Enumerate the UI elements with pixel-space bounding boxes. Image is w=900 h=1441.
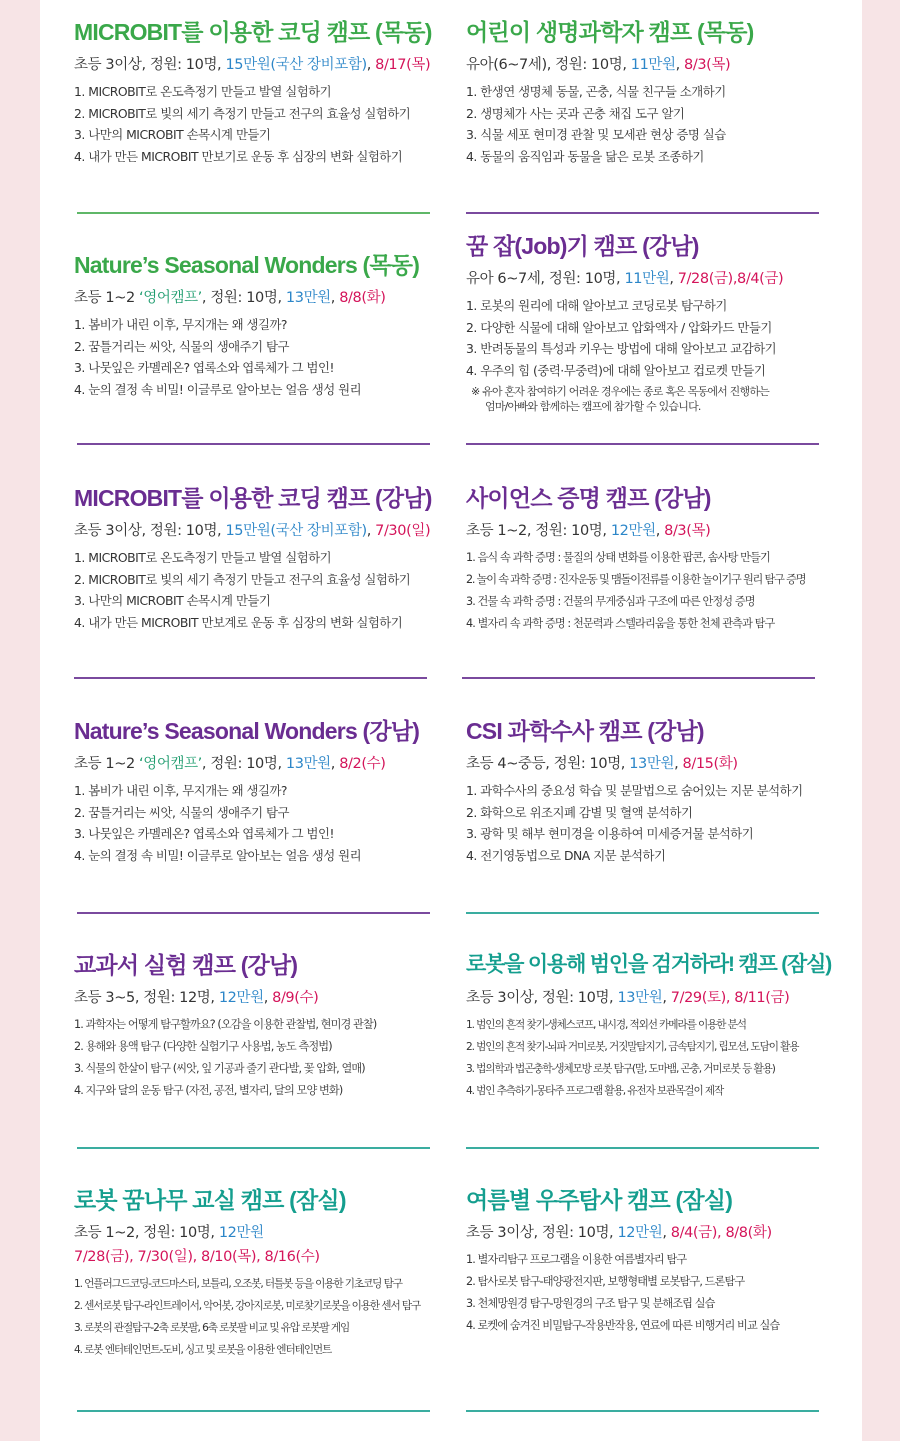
curriculum-item: 2. 범인의 흔적 찾기-뇌파 거미로봇, 거짓말탐지기, 금속탐지기, 립모션, 도담이 활용: [466, 1041, 799, 1053]
section-divider: [77, 443, 430, 445]
camp-title: 어린이 생명과학자 캠프 (목동): [466, 19, 754, 45]
english-camp-tag: ‘영어캠프’: [139, 290, 202, 306]
camp-sep: ,: [675, 57, 685, 73]
camp-info: [74, 988, 444, 1008]
camp-date: 8/4(금), 8/8(화): [670, 1225, 772, 1241]
section-divider: [466, 443, 819, 445]
section-divider: [466, 912, 819, 914]
curriculum-item: 3. 천체망원경 탐구-망원경의 구조 탐구 및 분해조립 실습: [466, 1297, 715, 1310]
camp-info: [466, 269, 836, 289]
curriculum-item: 4. 눈의 결정 속 비밀! 이글루로 알아보는 얼음 생성 원리: [74, 847, 362, 863]
curriculum-item: 2. 화학으로 위조지폐 감별 및 혈액 분석하기: [466, 804, 693, 820]
camp-date: 8/17(목): [375, 57, 431, 73]
camp-price: 13만원: [285, 290, 331, 306]
camp-date: 8/15(화): [682, 756, 738, 772]
camp-price: 13만원: [629, 756, 675, 772]
camp-card-nature-gangnam: [74, 717, 444, 866]
camp-capacity: 초등 4~중등, 정원: 10명,: [466, 756, 630, 772]
camp-card-microbit-gangnam: [74, 484, 444, 633]
camp-curriculum: [466, 1014, 836, 1102]
camp-card-csi-gangnam: [466, 717, 836, 866]
curriculum-item: 1. MICROBIT로 온도측정기 만들고 발열 실험하기: [74, 550, 332, 565]
section-divider: [466, 212, 819, 214]
camp-price: 13만원: [285, 756, 331, 772]
curriculum-item: 2. 꿈틀거리는 씨앗, 식물의 생애주기 탐구: [74, 804, 289, 820]
camp-capacity: 유아(6~7세), 정원: 10명,: [466, 57, 631, 73]
curriculum-item: 4. 내가 만든 MICROBIT 만보계로 운동 후 심장의 변화 실험하기: [74, 614, 403, 630]
camp-curriculum: [466, 547, 836, 635]
curriculum-item: 3. 나뭇잎은 카멜레온? 엽록소와 엽록체가 그 범인!: [74, 360, 334, 375]
section-divider: [462, 677, 815, 679]
camp-sep: ,: [330, 290, 340, 306]
curriculum-item: 3. 법의학과 법곤충학-생체모방 로봇 탐구(말, 도마뱀, 곤충, 거미로봇 등 활용): [466, 1063, 775, 1075]
camp-price: 13만원: [617, 990, 663, 1006]
camp-price: 15만원(국산 장비포함): [225, 523, 367, 539]
camp-price: 12만원: [218, 1225, 264, 1241]
curriculum-item: 1. 범인의 흔적 찾기-생체스코프, 내시경, 적외선 카메라를 이용한 분석: [466, 1019, 746, 1031]
camp-date: 8/2(수): [339, 756, 386, 772]
section-divider: [77, 1410, 430, 1412]
camp-price: 12만원: [617, 1225, 663, 1241]
section-divider: [77, 212, 430, 214]
section-divider: [77, 912, 430, 914]
camp-title: 교과서 실험 캠프 (강남): [74, 952, 298, 978]
camp-level: 초등 1~2: [74, 756, 140, 772]
curriculum-item: 2. 꿈틀거리는 씨앗, 식물의 생애주기 탐구: [74, 338, 289, 354]
camp-card-summer-space-jamsil: [466, 1186, 836, 1337]
camp-info: [74, 55, 444, 75]
curriculum-item: 4. 전기영동법으로 DNA 지문 분석하기: [466, 847, 666, 863]
curriculum-item: 1. 봄비가 내린 이후, 무지개는 왜 생길까?: [74, 783, 288, 798]
camp-date: 8/3(목): [684, 57, 731, 73]
camp-dates: [74, 1247, 444, 1267]
camp-title: MICROBIT를 이용한 코딩 캠프 (강남): [74, 485, 432, 511]
camp-title: 여름별 우주탐사 캠프 (잠실): [466, 1187, 733, 1213]
camp-price: 11만원: [624, 271, 670, 287]
english-camp-tag: ‘영어캠프’: [139, 756, 202, 772]
camp-sep: ,: [674, 756, 683, 772]
camp-date: 8/8(화): [339, 290, 386, 306]
camp-title: Nature’s Seasonal Wonders (목동): [74, 252, 420, 278]
section-divider: [77, 1147, 430, 1149]
camp-capacity: , 정원: 10명,: [201, 756, 286, 772]
camp-level: 초등 1~2: [74, 290, 140, 306]
camp-title: 로봇 꿈나무 교실 캠프 (잠실): [74, 1187, 346, 1213]
curriculum-item: 3. 건물 속 과학 증명 : 건물의 무게중심과 구조에 따른 안정성 증명: [466, 595, 755, 608]
camp-sep: ,: [330, 756, 340, 772]
section-divider: [466, 1147, 819, 1149]
camp-sep: ,: [263, 990, 273, 1006]
camp-price: 12만원: [610, 523, 656, 539]
section-divider: [466, 1410, 819, 1412]
camp-info: [74, 1223, 444, 1243]
camp-curriculum: [466, 780, 836, 866]
curriculum-item: 1. 언플러그드코딩-코드마스터, 보틀리, 오조봇, 터틀봇 등을 이용한 기초코딩 탐구: [74, 1278, 402, 1290]
camp-card-robot-criminal-jamsil: [466, 951, 836, 1102]
camp-date: 7/30(일): [375, 523, 431, 539]
camp-curriculum: [74, 1014, 444, 1102]
curriculum-item: 4. 로봇 엔터테인먼트-도비, 싱고 및 로봇을 이용한 엔터테인먼트: [74, 1344, 332, 1356]
camp-capacity: 초등 1~2, 정원: 10명,: [74, 1225, 219, 1241]
curriculum-item: 1. 과학수사의 중요성 학습 및 분말법으로 숨어있는 지문 분석하기: [466, 783, 803, 798]
camp-curriculum: [466, 295, 836, 381]
curriculum-item: 3. 나뭇잎은 카멜레온? 엽록소와 엽록체가 그 범인!: [74, 826, 334, 841]
camp-card-microbit-mokdong: [74, 18, 444, 167]
curriculum-item: 3. 식물의 한살이 탐구 (씨앗, 잎 기공과 줄기 관다발, 꽃 압화, 열매): [74, 1062, 365, 1075]
camp-card-dream-job-gangnam: [466, 232, 836, 414]
curriculum-item: 2. 센서로봇 탐구-라인트레이서, 악어봇, 강아지로봇, 미로찾기로봇을 이용한 센서 탐구: [74, 1300, 421, 1312]
camp-capacity: 초등 3이상, 정원: 10명,: [466, 990, 618, 1006]
camp-title: MICROBIT를 이용한 코딩 캠프 (목동): [74, 19, 432, 45]
curriculum-item: 2. MICROBIT로 빛의 세기 측정기 만들고 전구의 효율성 실험하기: [74, 571, 411, 587]
camp-capacity: 초등 3이상, 정원: 10명,: [74, 523, 226, 539]
curriculum-item: 1. 과학자는 어떻게 탐구할까요? (오감을 이용한 관찰법, 현미경 관찰): [74, 1018, 377, 1031]
camp-sep: ,: [366, 57, 376, 73]
camp-price: 11만원: [630, 57, 676, 73]
curriculum-item: 3. 광학 및 해부 현미경을 이용하여 미세증거물 분석하기: [466, 826, 754, 841]
camp-date: 8/9(수): [272, 990, 319, 1006]
camp-card-nature-mokdong: [74, 251, 444, 400]
camp-title: Nature’s Seasonal Wonders (강남): [74, 718, 420, 744]
note-line: 엄마/아빠와 함께하는 캠프에 참가할 수 있습니다.: [485, 400, 701, 413]
section-divider: [74, 677, 427, 679]
camp-curriculum: [74, 314, 444, 400]
camp-card-science-proof-gangnam: [466, 484, 836, 635]
camp-info: [74, 754, 444, 774]
camp-card-life-science-mokdong: [466, 18, 836, 167]
curriculum-item: 2. MICROBIT로 빛의 세기 측정기 만들고 전구의 효율성 실험하기: [74, 105, 411, 121]
camp-curriculum: [466, 81, 836, 167]
camp-sep: ,: [655, 523, 665, 539]
camp-date: 7/29(토), 8/11(금): [670, 990, 790, 1006]
curriculum-item: 2. 놀이 속 과학 증명 : 진자운동 및 맴돌이전류를 이용한 놀이기구 원리 탐구 증명: [466, 573, 806, 586]
curriculum-item: 2. 용해와 용액 탐구 (다양한 실험기구 사용법, 농도 측정법): [74, 1040, 332, 1053]
curriculum-item: 3. 로봇의 관절탐구-2축 로봇팔, 6축 로봇팔 비교 및 유압 로봇팔 게임: [74, 1322, 350, 1334]
camp-curriculum: [74, 547, 444, 633]
curriculum-item: 4. 동물의 움직임과 동물을 닮은 로봇 조종하기: [466, 148, 704, 164]
camp-date: 7/28(금),8/4(금): [677, 271, 784, 287]
camp-capacity: 유아 6~7세, 정원: 10명,: [466, 271, 625, 287]
camp-info: [74, 521, 444, 541]
curriculum-item: 2. 탐사로봇 탐구-태양광전지판, 보행형태별 로봇탐구, 드론탐구: [466, 1275, 745, 1288]
camp-info: [466, 521, 836, 541]
curriculum-item: 1. 한생연 생명체 동물, 곤충, 식물 친구들 소개하기: [466, 84, 726, 99]
camp-curriculum: [74, 780, 444, 866]
camp-card-textbook-gangnam: [74, 951, 444, 1102]
curriculum-item: 4. 지구와 달의 운동 탐구 (자전, 공전, 별자리, 달의 모양 변화): [74, 1084, 343, 1097]
curriculum-item: 1. 음식 속 과학 증명 : 물질의 상태 변화를 이용한 팝콘, 솜사탕 만들기: [466, 551, 770, 564]
curriculum-item: 3. 나만의 MICROBIT 손목시계 만들기: [74, 593, 271, 608]
curriculum-item: 1. 별자리탐구 프로그램을 이용한 여름별자리 탐구: [466, 1253, 687, 1266]
camp-title: 꿈 잡(Job)기 캠프 (강남): [466, 233, 699, 259]
camp-info: [466, 754, 836, 774]
camp-curriculum: [74, 81, 444, 167]
curriculum-item: 2. 생명체가 사는 곳과 곤충 채집 도구 알기: [466, 105, 685, 121]
camp-capacity: 초등 1~2, 정원: 10명,: [466, 523, 611, 539]
camp-info: [466, 55, 836, 75]
camp-sep: ,: [669, 271, 678, 287]
curriculum-item: 3. 나만의 MICROBIT 손목시계 만들기: [74, 127, 271, 142]
curriculum-item: 4. 내가 만든 MICROBIT 만보기로 운동 후 심장의 변화 실험하기: [74, 148, 403, 164]
camp-sep: ,: [662, 990, 671, 1006]
camp-title: 사이언스 증명 캠프 (강남): [466, 485, 711, 511]
camp-card-robot-dream-jamsil: [74, 1186, 444, 1361]
camp-date: 8/3(목): [664, 523, 711, 539]
camp-info: [466, 1223, 836, 1243]
curriculum-item: 3. 식물 세포 현미경 관찰 및 모세관 현상 증명 실습: [466, 127, 726, 142]
curriculum-item: 1. 로봇의 원리에 대해 알아보고 코딩로봇 탐구하기: [466, 298, 727, 313]
note-line: ※ 유아 혼자 참여하기 어려운 경우에는 종로 혹은 목동에서 진행하는: [471, 385, 769, 398]
curriculum-item: 3. 반려동물의 특성과 키우는 방법에 대해 알아보고 교감하기: [466, 341, 777, 356]
curriculum-item: 1. MICROBIT로 온도측정기 만들고 발열 실험하기: [74, 84, 332, 99]
curriculum-item: 4. 우주의 힘 (중력·무중력)에 대해 알아보고 컵로켓 만들기: [466, 362, 766, 378]
curriculum-item: 4. 눈의 결정 속 비밀! 이글루로 알아보는 얼음 생성 원리: [74, 381, 362, 397]
camp-price: 15만원(국산 장비포함): [225, 57, 367, 73]
camp-date: 7/28(금), 7/30(일), 8/10(목), 8/16(수): [74, 1249, 320, 1265]
camp-sep: ,: [662, 1225, 671, 1241]
camp-capacity: 초등 3이상, 정원: 10명,: [74, 57, 226, 73]
camp-curriculum: [74, 1273, 444, 1361]
camp-price: 12만원: [218, 990, 264, 1006]
camp-capacity: 초등 3이상, 정원: 10명,: [466, 1225, 618, 1241]
camp-sep: ,: [366, 523, 376, 539]
curriculum-item: 4. 별자리 속 과학 증명 : 천문력과 스텔라리움을 통한 천체 관측과 탐구: [466, 617, 775, 630]
curriculum-item: 4. 로켓에 숨겨진 비밀탐구-작용반작용, 연료에 따른 비행거리 비교 실습: [466, 1319, 780, 1332]
camp-info: [466, 988, 836, 1008]
camp-curriculum: [466, 1249, 836, 1337]
camp-title: 로봇을 이용해 범인을 검거하라! 캠프 (잠실): [466, 953, 832, 976]
curriculum-item: 2. 다양한 식물에 대해 알아보고 압화액자 / 압화카드 만들기: [466, 319, 772, 335]
camp-info: [74, 288, 444, 308]
page-panel: [40, 0, 862, 1441]
curriculum-item: 4. 범인 추측하기-몽타주 프로그램 활용, 유전자 보관목걸이 제작: [466, 1085, 724, 1097]
curriculum-item: 1. 봄비가 내린 이후, 무지개는 왜 생길까?: [74, 317, 288, 332]
camp-capacity: 초등 3~5, 정원: 12명,: [74, 990, 219, 1006]
camp-title: CSI 과학수사 캠프 (강남): [466, 718, 704, 744]
camp-capacity: , 정원: 10명,: [201, 290, 286, 306]
camp-note: [466, 384, 836, 414]
